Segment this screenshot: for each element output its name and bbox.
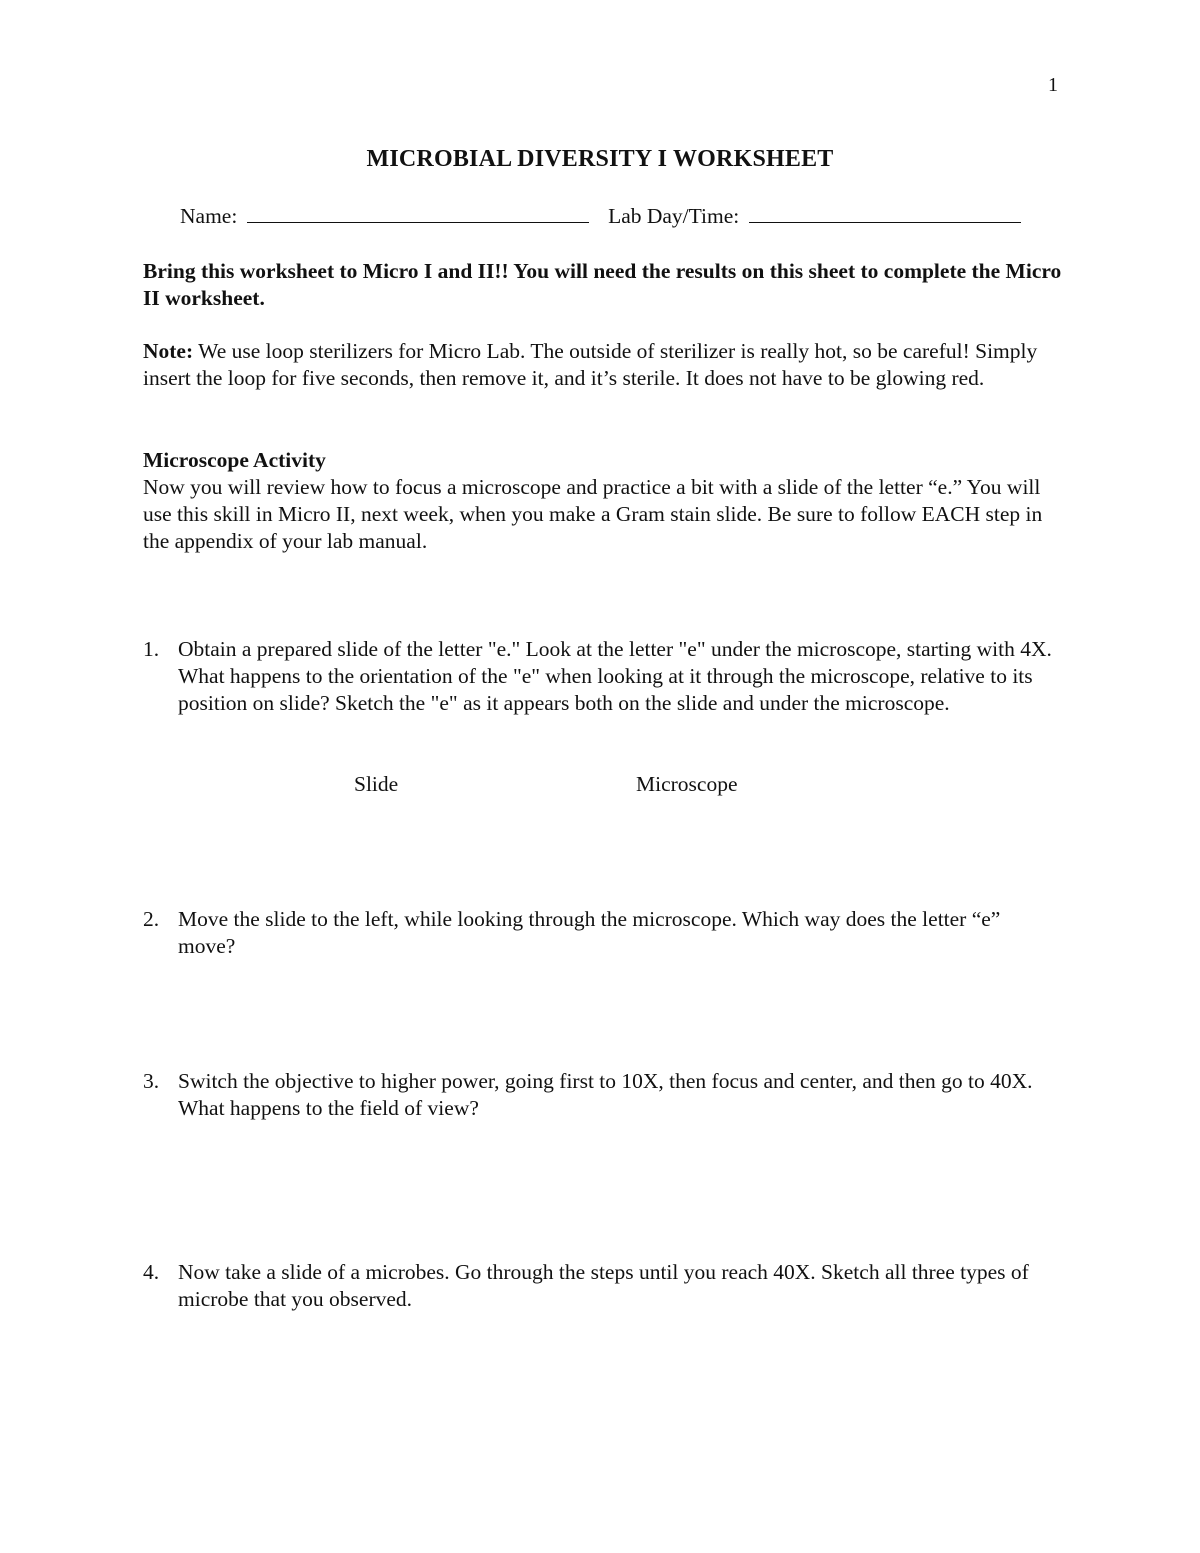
question-2 xyxy=(143,906,1063,960)
question-3 xyxy=(143,1068,1063,1122)
activity-body: Now you will review how to focus a microscope and practice a bit with a slide of the letter “e.” You will use this skill in Micro II, next week, when you make a Gram stain slide. Be sure to follow EACH step in the appendix of your lab manual. xyxy=(143,475,1043,553)
question-text: Switch the objective to higher power, going first to 10X, then focus and center, and then go to 40X. What happens to the field of view? xyxy=(178,1069,1033,1120)
question-4 xyxy=(143,1259,1063,1313)
sketch-label-slide: Slide xyxy=(354,772,399,796)
note-text: We use loop sterilizers for Micro Lab. The outside of sterilizer is really hot, so be careful! Simply insert the loop for five seconds, then remove it, and it’s sterile. It does not have to be glowing red. xyxy=(143,339,1038,390)
worksheet-title: MICROBIAL DIVERSITY I WORKSHEET xyxy=(366,146,834,172)
name-label: Name: xyxy=(180,204,238,228)
question-number: 2. xyxy=(143,907,160,931)
note-paragraph xyxy=(143,338,1063,392)
labday-blank[interactable] xyxy=(749,202,1021,223)
name-blank[interactable] xyxy=(247,202,589,223)
question-1 xyxy=(143,636,1063,717)
question-number: 1. xyxy=(143,637,160,661)
name-row xyxy=(180,202,1021,230)
question-text: Now take a slide of a microbes. Go through the steps until you reach 40X. Sketch all three types of microbe that you observed. xyxy=(178,1260,1029,1311)
question-text: Move the slide to the left, while looking through the microscope. Which way does the letter “e” move? xyxy=(178,907,1001,958)
page-number: 1 xyxy=(1048,74,1058,96)
question-number: 4. xyxy=(143,1260,160,1284)
note-label: Note: xyxy=(143,339,194,363)
activity-heading: Microscope Activity xyxy=(143,448,326,472)
question-text: Obtain a prepared slide of the letter "e." Look at the letter "e" under the microscope, starting with 4X. What happens to the orientation of the "e" when looking at it through the microscope, relative to its position on slide? Sketch the "e" as it appears both on the slide and under the microscope. xyxy=(178,637,1052,715)
question-number: 3. xyxy=(143,1069,160,1093)
sketch-label-microscope: Microscope xyxy=(636,772,738,796)
bring-instruction: Bring this worksheet to Micro I and II!! You will need the results on this sheet to complete the Micro II worksheet. xyxy=(143,259,1062,310)
labday-label: Lab Day/Time: xyxy=(608,204,740,228)
